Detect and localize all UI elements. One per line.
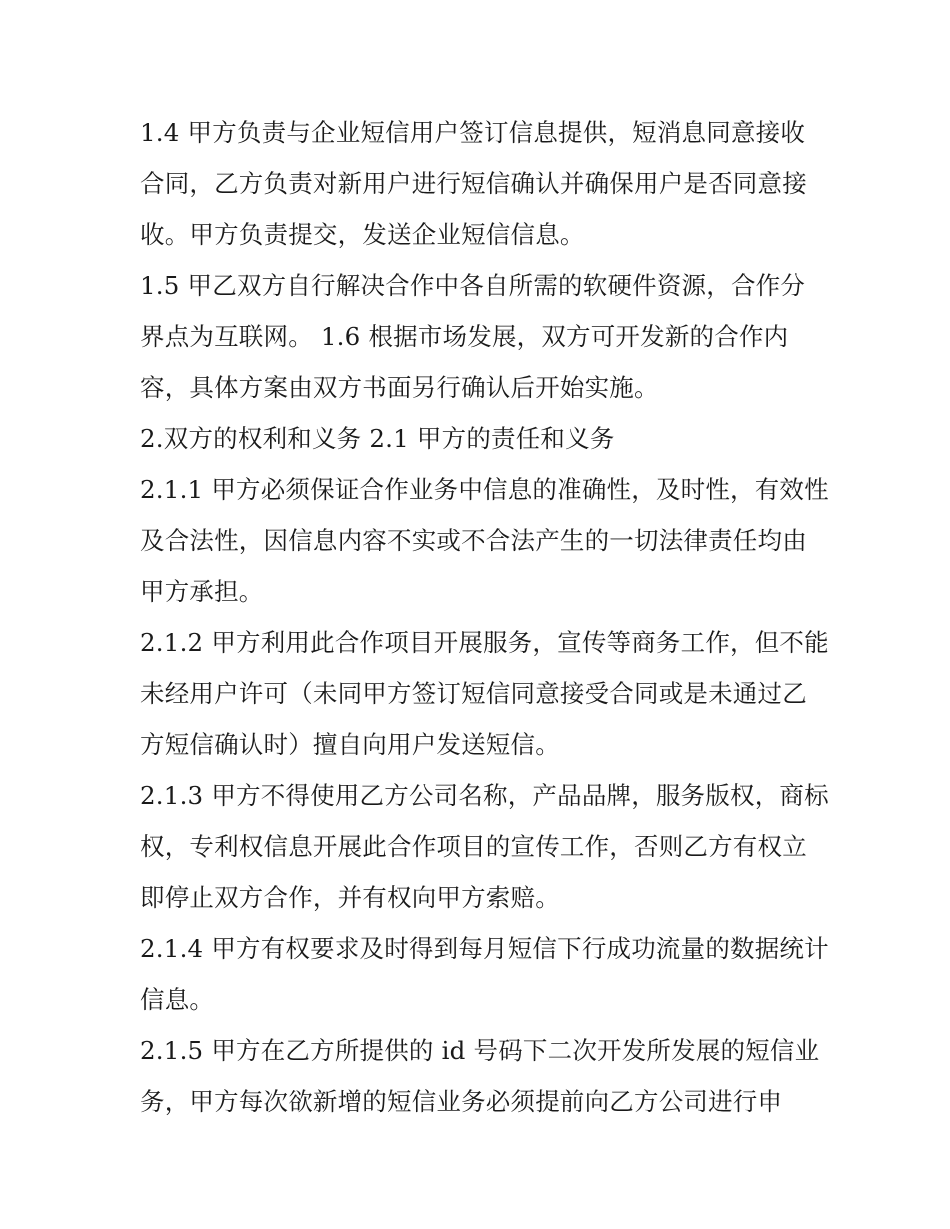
text-line: 信息。 (140, 985, 215, 1014)
text-line: 2.双方的权利和义务 2.1 甲方的责任和义务 (140, 424, 615, 453)
text-line: 2.1.4 甲方有权要求及时得到每月短信下行成功流量的数据统计 (140, 934, 829, 963)
text-line: 1.4 甲方负责与企业短信用户签订信息提供，短消息同意接收 (140, 118, 806, 147)
document-body (140, 107, 829, 1127)
text-line: 甲方承担。 (140, 577, 264, 606)
text-line: 界点为互联网。 1.6 根据市场发展，双方可开发新的合作内 (140, 322, 789, 351)
text-line: 2.1.2 甲方利用此合作项目开展服务，宣传等商务工作，但不能 (140, 628, 829, 657)
text-line: 即停止双方合作，并有权向甲方索赔。 (140, 883, 560, 912)
text-line: 收。甲方负责提交，发送企业短信信息。 (140, 220, 585, 249)
text-line: 方短信确认时）擅自向用户发送短信。 (140, 730, 560, 759)
text-line: 2.1.3 甲方不得使用乙方公司名称，产品品牌，服务版权，商标 (140, 781, 829, 810)
text-line: 容，具体方案由双方书面另行确认后开始实施。 (140, 373, 659, 402)
text-line: 未经用户许可（未同甲方签订短信同意接受合同或是未通过乙 (140, 679, 807, 708)
text-line: 及合法性，因信息内容不实或不合法产生的一切法律责任均由 (140, 526, 807, 555)
text-line: 2.1.1 甲方必须保证合作业务中信息的准确性，及时性，有效性 (140, 475, 829, 504)
text-line: 1.5 甲乙双方自行解决合作中各自所需的软硬件资源，合作分 (140, 271, 806, 300)
text-line: 合同，乙方负责对新用户进行短信确认并确保用户是否同意接 (140, 169, 807, 198)
text-line: 权，专利权信息开展此合作项目的宣传工作，否则乙方有权立 (140, 832, 807, 861)
text-line: 务，甲方每次欲新增的短信业务必须提前向乙方公司进行申 (140, 1087, 783, 1116)
text-line: 2.1.5 甲方在乙方所提供的 id 号码下二次开发所发展的短信业 (140, 1036, 820, 1065)
